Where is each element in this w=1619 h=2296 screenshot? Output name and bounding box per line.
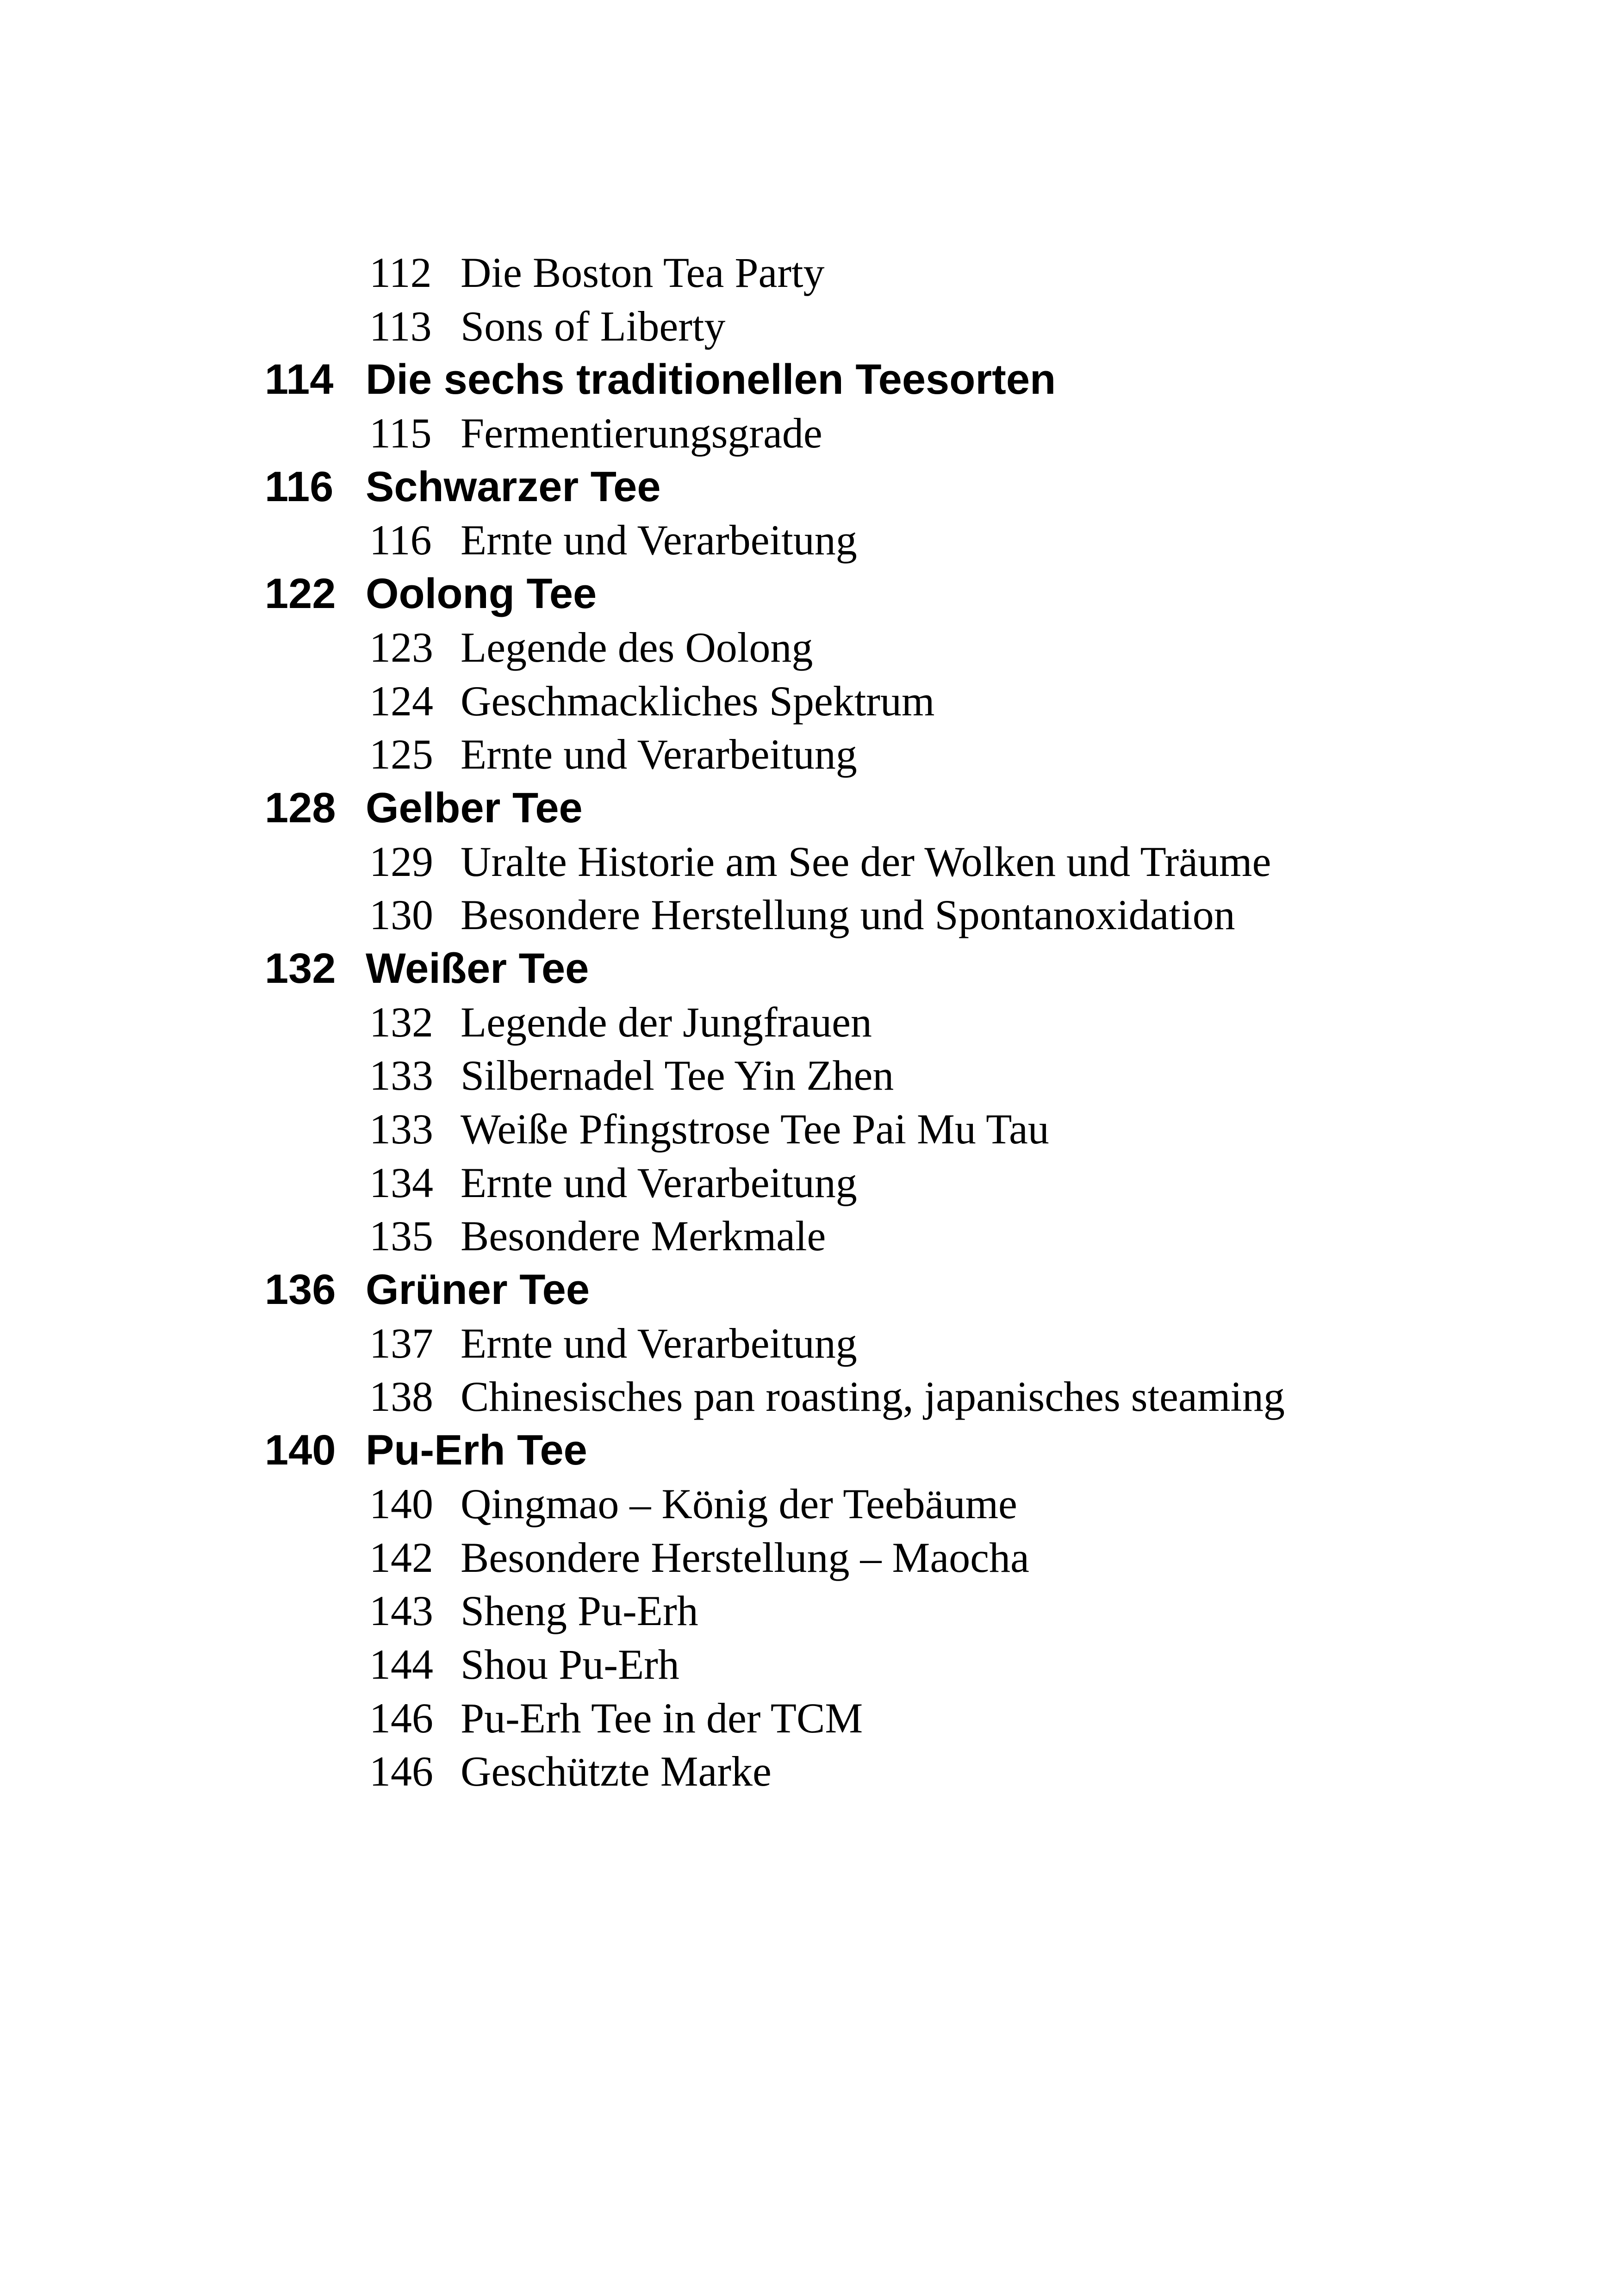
toc-chapter-entry: [0, 1263, 1619, 1317]
toc-subentry-title: Geschmackliches Spektrum: [461, 677, 935, 725]
toc-subentry-title: Geschützte Marke: [461, 1748, 772, 1795]
toc-page-number: 114: [265, 356, 334, 403]
toc-chapter-title: Weißer Tee: [366, 944, 589, 992]
toc-chapter-title: Die sechs traditionellen Teesorten: [366, 356, 1056, 403]
toc-page-number: 115: [369, 410, 432, 457]
toc-subentry-title: Ernte und Verarbeitung: [461, 731, 857, 778]
toc-subentry-title: Weiße Pfingstrose Tee Pai Mu Tau: [461, 1105, 1049, 1153]
toc-page-number: 142: [369, 1533, 433, 1581]
toc-subentry: [0, 1210, 1619, 1263]
toc-page-number: 134: [369, 1159, 433, 1206]
toc-page-number: 132: [265, 944, 336, 992]
toc-chapter-title: Grüner Tee: [366, 1266, 590, 1314]
toc-subentry: [0, 728, 1619, 782]
toc-subentry: [0, 407, 1619, 460]
toc-page-number: 130: [369, 891, 433, 939]
toc-subentry: [0, 514, 1619, 567]
toc-chapter-entry: [0, 782, 1619, 835]
toc-subentry-title: Ernte und Verarbeitung: [461, 1159, 857, 1206]
toc-chapter-title: Schwarzer Tee: [366, 463, 661, 510]
toc-page-number: 132: [369, 998, 433, 1046]
toc-chapter-entry: [0, 942, 1619, 996]
toc-subentry: [0, 1745, 1619, 1799]
toc-subentry-title: Legende der Jungfrauen: [461, 998, 872, 1046]
toc-subentry: [0, 246, 1619, 300]
toc-subentry: [0, 1584, 1619, 1638]
toc-subentry-title: Pu-Erh Tee in der TCM: [461, 1694, 863, 1742]
toc-subentry-title: Ernte und Verarbeitung: [461, 516, 857, 564]
toc-page-number: 124: [369, 677, 433, 725]
toc-page-number: 146: [369, 1748, 433, 1795]
toc-page-number: 137: [369, 1319, 433, 1367]
toc-page-number: 138: [369, 1373, 433, 1421]
toc-subentry: [0, 621, 1619, 675]
toc-page-number: 135: [369, 1212, 433, 1260]
toc-subentry: [0, 1477, 1619, 1531]
toc-page-number: 133: [369, 1052, 433, 1099]
toc-subentry-title: Legende des Oolong: [461, 623, 813, 671]
toc-subentry: [0, 1638, 1619, 1692]
toc-subentry: [0, 675, 1619, 728]
toc-chapter-entry: [0, 1424, 1619, 1477]
toc-page-number: 140: [265, 1427, 336, 1474]
toc-chapter-title: Gelber Tee: [366, 784, 583, 832]
toc-page-number: 128: [265, 784, 336, 832]
toc-subentry: [0, 1049, 1619, 1103]
toc-page-number: 140: [369, 1480, 433, 1527]
toc-page-number: 122: [265, 570, 336, 618]
toc-subentry: [0, 1531, 1619, 1585]
toc-page-number: 129: [369, 838, 433, 885]
toc-subentry: [0, 1692, 1619, 1745]
toc-subentry-title: Besondere Herstellung – Maocha: [461, 1533, 1029, 1581]
toc-subentry-title: Die Boston Tea Party: [461, 249, 825, 296]
toc-subentry: [0, 1156, 1619, 1210]
toc-chapter-entry: [0, 460, 1619, 514]
toc-page-number: 143: [369, 1587, 433, 1635]
toc-chapter-title: Pu-Erh Tee: [366, 1427, 587, 1474]
toc-subentry: [0, 888, 1619, 942]
toc-page-number: 125: [369, 731, 433, 778]
toc-subentry-title: Qingmao – König der Teebäume: [461, 1480, 1017, 1527]
table-of-contents: [0, 246, 1619, 1799]
toc-subentry-title: Uralte Historie am See der Wolken und Träume: [461, 838, 1271, 885]
toc-chapter-title: Oolong Tee: [366, 570, 597, 618]
toc-subentry-title: Shou Pu-Erh: [461, 1640, 679, 1688]
toc-subentry-title: Silbernadel Tee Yin Zhen: [461, 1052, 894, 1099]
toc-chapter-entry: [0, 567, 1619, 621]
toc-page-number: 123: [369, 623, 433, 671]
toc-subentry: [0, 1370, 1619, 1424]
toc-subentry: [0, 1317, 1619, 1371]
toc-subentry-title: Ernte und Verarbeitung: [461, 1319, 857, 1367]
toc-subentry-title: Sons of Liberty: [461, 302, 726, 350]
toc-page-number: 112: [369, 249, 432, 296]
toc-subentry-title: Besondere Herstellung und Spontanoxidation: [461, 891, 1235, 939]
toc-subentry-title: Besondere Merkmale: [461, 1212, 826, 1260]
toc-subentry: [0, 1103, 1619, 1156]
toc-page-number: 116: [369, 516, 432, 564]
toc-page-number: 136: [265, 1266, 336, 1314]
toc-page-number: 113: [369, 302, 432, 350]
toc-subentry: [0, 996, 1619, 1049]
toc-page-number: 146: [369, 1694, 433, 1742]
toc-page-number: 116: [265, 463, 334, 510]
toc-subentry: [0, 300, 1619, 354]
toc-subentry-title: Chinesisches pan roasting, japanisches steaming: [461, 1373, 1285, 1421]
toc-subentry: [0, 835, 1619, 889]
toc-subentry-title: Fermentierungsgrade: [461, 410, 822, 457]
toc-page-number: 133: [369, 1105, 433, 1153]
toc-chapter-entry: [0, 353, 1619, 407]
toc-subentry-title: Sheng Pu-Erh: [461, 1587, 698, 1635]
toc-page-number: 144: [369, 1640, 433, 1688]
